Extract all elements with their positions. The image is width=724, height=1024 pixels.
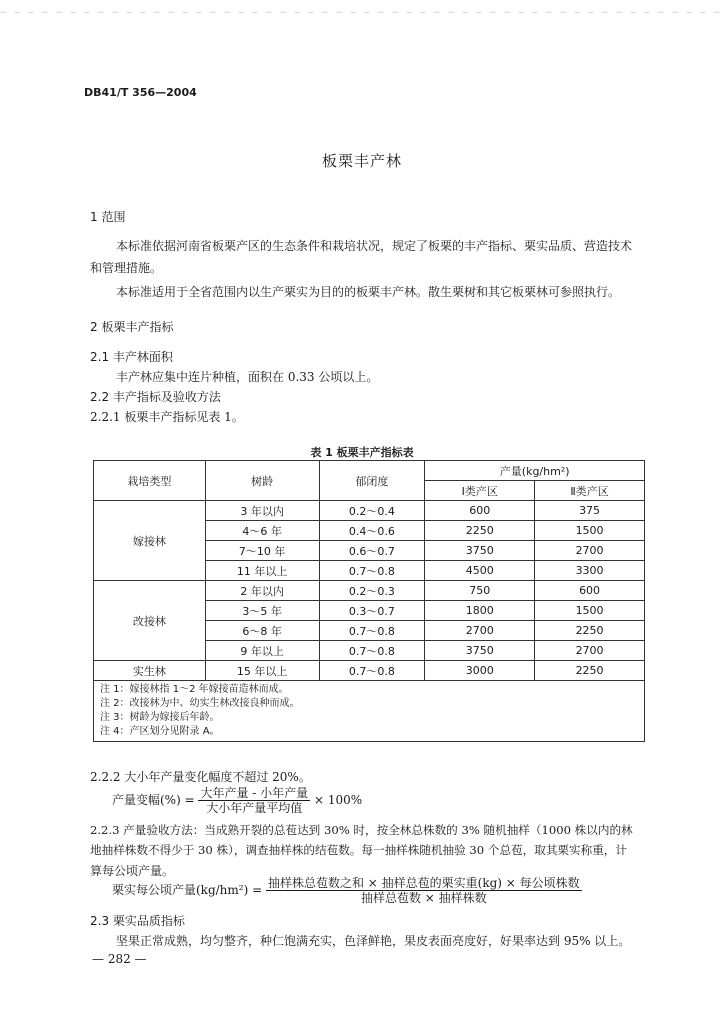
canopy-cell: 0.7～0.8	[319, 561, 425, 581]
canopy-cell: 0.6～0.7	[319, 541, 425, 561]
table-note: 注 3：树龄为嫁接后年龄。	[100, 712, 220, 723]
zone1-cell: 3000	[425, 661, 535, 681]
zone2-cell: 2700	[535, 541, 645, 561]
section-2-heading: 2 板栗丰产指标	[90, 320, 174, 334]
zone1-cell: 1800	[425, 601, 535, 621]
scan-artifact-line	[0, 12, 724, 13]
age-cell: 2 年以内	[205, 581, 319, 601]
canopy-cell: 0.7～0.8	[319, 661, 425, 681]
header-yield: 产量(kg/hm²)	[425, 461, 645, 481]
formula-fraction	[266, 876, 582, 905]
table-note: 注 1：嫁接林指 1～2 年嫁接苗造林而成。	[100, 684, 289, 695]
canopy-cell: 0.3～0.7	[319, 601, 425, 621]
table-caption: 表 1 板栗丰产指标表	[310, 446, 414, 459]
section-2-1-heading: 2.1 丰产林面积	[90, 350, 173, 364]
cultivation-type-cell: 改接林	[94, 581, 206, 661]
canopy-cell: 0.7～0.8	[319, 641, 425, 661]
canopy-cell: 0.7～0.8	[319, 621, 425, 641]
table-row	[94, 581, 645, 601]
section-2-3-heading: 2.3 栗实品质指标	[90, 914, 185, 928]
page-number: — 282 —	[92, 952, 147, 966]
header-zone-2: Ⅱ类产区	[535, 481, 645, 501]
formula-denominator: 大小年产量平均值	[206, 801, 303, 815]
formula-denominator: 抽样总苞数 × 抽样株数	[360, 891, 487, 905]
formula-numerator: 抽样株总苞数之和 × 抽样总苞的栗实重(kg) × 每公顷株数	[267, 876, 580, 890]
yield-index-table	[93, 460, 645, 742]
zone1-cell: 4500	[425, 561, 535, 581]
age-cell: 3～5 年	[205, 601, 319, 621]
header-canopy-density: 郁闭度	[319, 461, 425, 501]
section-2-2-heading: 2.2 丰产指标及验收方法	[90, 390, 221, 404]
age-cell: 15 年以上	[205, 661, 319, 681]
table-row	[94, 501, 645, 521]
section-2-2-3-line-1: 2.2.3 产量验收方法：当成熟开裂的总苞达到 30% 时，按全林总株数的 3% 随机抽样（1000 株以内的林	[90, 823, 633, 837]
zone1-cell: 3750	[425, 641, 535, 661]
age-cell: 6～8 年	[205, 621, 319, 641]
canopy-cell: 0.2～0.4	[319, 501, 425, 521]
formula-lhs: 栗实每公顷产量(kg/hm²) =	[112, 883, 263, 897]
formula-tail: × 100%	[313, 793, 363, 807]
section-1-paragraph-1-line-1: 本标准依据河南省板栗产区的生态条件和栽培状况，规定了板栗的丰产指标、栗实品质、营造技术	[116, 239, 633, 253]
table-note: 注 2：改接林为中、幼实生林改接良种而成。	[100, 698, 300, 709]
zone1-cell: 2700	[425, 621, 535, 641]
age-cell: 9 年以上	[205, 641, 319, 661]
cultivation-type-cell: 嫁接林	[94, 501, 206, 581]
section-1-heading: 1 范围	[90, 210, 126, 224]
table-note: 注 4：产区划分见附录 A。	[100, 726, 220, 737]
zone2-cell: 1500	[535, 601, 645, 621]
zone2-cell: 2700	[535, 641, 645, 661]
cultivation-type-cell: 实生林	[94, 661, 206, 681]
table-row	[94, 661, 645, 681]
section-2-2-3-line-2: 地抽样株数不得少于 30 株），调查抽样株的结苞数。每一抽样株随机抽验 30 个总苞，取其栗实称重，计	[90, 843, 627, 857]
zone1-cell: 3750	[425, 541, 535, 561]
formula-lhs: 产量变幅(%) =	[112, 793, 195, 807]
zone2-cell: 1500	[535, 521, 645, 541]
zone2-cell: 2250	[535, 621, 645, 641]
header-zone-1: Ⅰ类产区	[425, 481, 535, 501]
fluctuation-formula	[112, 786, 362, 815]
formula-numerator: 大年产量 - 小年产量	[200, 786, 309, 800]
header-tree-age: 树龄	[205, 461, 319, 501]
age-cell: 3 年以内	[205, 501, 319, 521]
section-1-paragraph-2: 本标准适用于全省范围内以生产栗实为目的的板栗丰产林。散生栗树和其它板栗林可参照执行。	[116, 285, 621, 299]
table-notes	[94, 681, 645, 742]
standard-number: DB41/T 356—2004	[84, 86, 197, 99]
age-cell: 4～6 年	[205, 521, 319, 541]
canopy-cell: 0.2～0.3	[319, 581, 425, 601]
formula-fraction	[198, 786, 310, 815]
document-title: 板栗丰产林	[321, 152, 402, 170]
zone1-cell: 600	[425, 501, 535, 521]
zone1-cell: 750	[425, 581, 535, 601]
zone2-cell: 2250	[535, 661, 645, 681]
section-2-2-3-line-3: 算每公顷产量。	[90, 864, 175, 878]
zone2-cell: 600	[535, 581, 645, 601]
zone2-cell: 3300	[535, 561, 645, 581]
yield-formula	[112, 876, 582, 905]
age-cell: 11 年以上	[205, 561, 319, 581]
section-2-2-1-text: 2.2.1 板栗丰产指标见表 1。	[90, 410, 244, 424]
section-2-2-2-text: 2.2.2 大小年产量变化幅度不超过 20%。	[90, 770, 311, 784]
canopy-cell: 0.4～0.6	[319, 521, 425, 541]
section-1-paragraph-1-line-2: 和管理措施。	[90, 261, 163, 275]
zone1-cell: 2250	[425, 521, 535, 541]
zone2-cell: 375	[535, 501, 645, 521]
section-2-1-text: 丰产林应集中连片种植，面积在 0.33 公顷以上。	[116, 370, 379, 384]
age-cell: 7～10 年	[205, 541, 319, 561]
header-cultivation-type: 栽培类型	[94, 461, 206, 501]
section-2-3-text: 坚果正常成熟，均匀整齐，种仁饱满充实，色泽鲜艳，果皮表面亮度好，好果率达到 95% 以上。	[116, 934, 631, 948]
